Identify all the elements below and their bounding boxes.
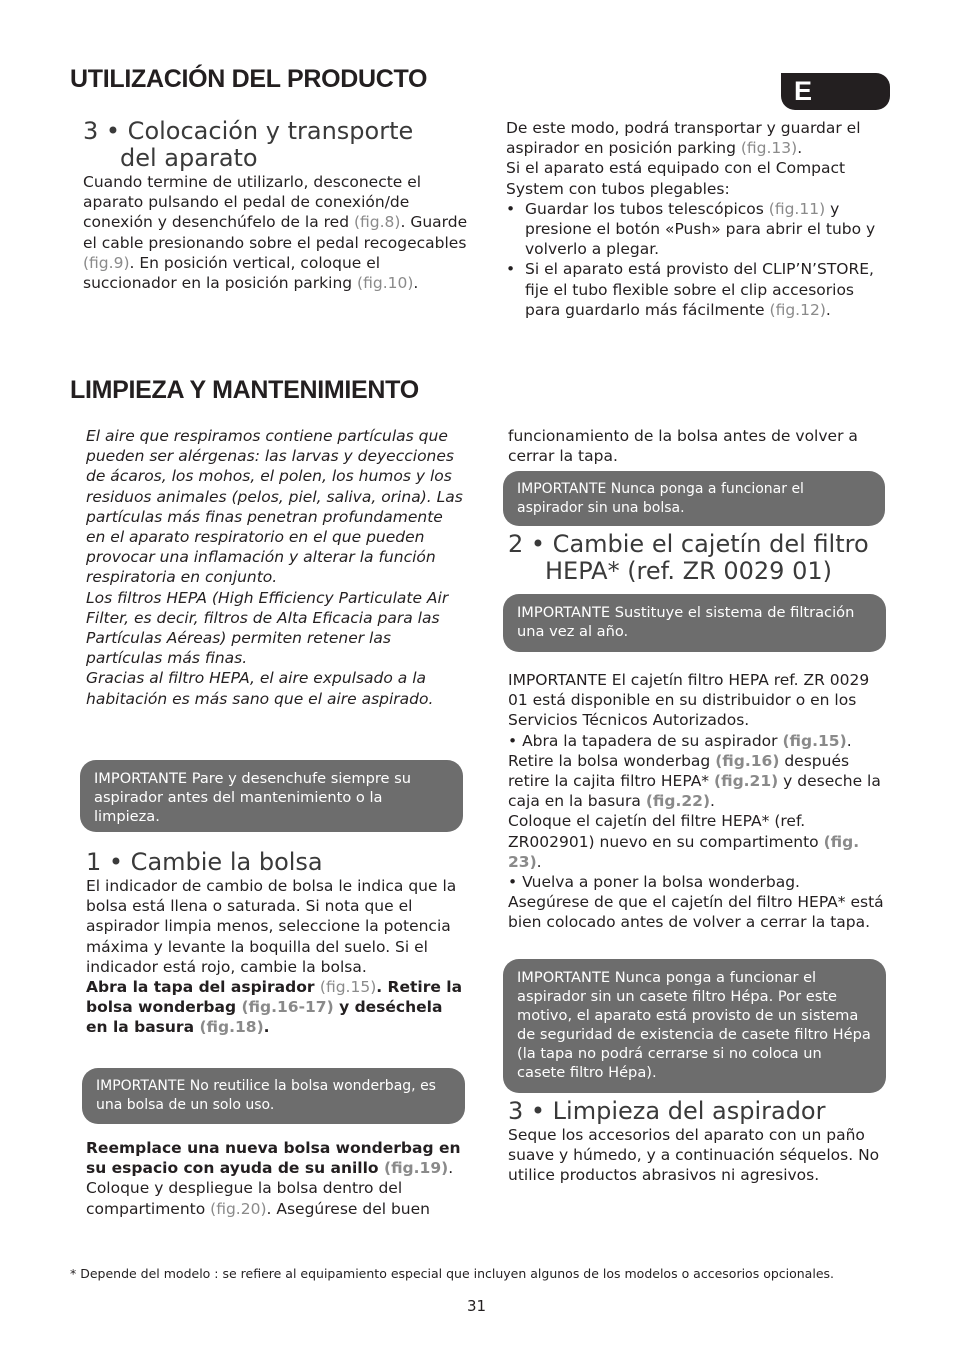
cambie-bolsa-text: El indicador de cambio de bolsa le indica que la bolsa está llena o saturada. Si nota que el aspirador limpia menos, seleccione la potencia máxima y levante la boquilla del suelo. Si el indicador está rojo, cambie la bolsa. Abra la tapa del aspirador (fig.15). Retire la bolsa wonderbag (fig.16-17) y deséchela en la basura (fig.18).	[86, 877, 463, 1037]
heading-line-1: 2 • Cambie el cajetín del filtro	[508, 530, 869, 558]
important-unplug-box: IMPORTANTE Pare y desenchufe siempre su aspirador antes del mantenimiento o la limpieza.	[80, 760, 463, 832]
important-no-bag-box: IMPORTANTE Nunca ponga a funcionar el aspirador sin una bolsa.	[503, 471, 885, 526]
heading-line-2: del aparato	[120, 144, 258, 172]
heading-line-1: 3 • Colocación y transporte	[83, 117, 414, 145]
reemplace-text: Reemplace una nueva bolsa wonderbag en su espacio con ayuda de su anillo (fig.19). Coloque y despliegue la bolsa dentro del compartimento (fig.20). Asegúrese del buen	[86, 1139, 461, 1218]
section-title-uso: UTILIZACIÓN DEL PRODUCTO	[70, 65, 428, 93]
heading-line-2: HEPA* (ref. ZR 0029 01)	[545, 557, 832, 585]
page-number: 31	[467, 1297, 487, 1315]
footnote: * Depende del modelo : se refiere al equipamiento especial que incluyen algunos de los modelos o accesorios opcionales.	[70, 1266, 834, 1281]
important-replace-filter-box: IMPORTANTE Sustituye el sistema de filtración una vez al año.	[503, 594, 886, 652]
important-no-reuse-box: IMPORTANTE No reutilice la bolsa wonderbag, es una bolsa de un solo uso.	[82, 1068, 465, 1124]
list-item: • Guardar los tubos telescópicos (fig.11) y presione el botón «Push» para abrir el tubo y volverlo a plegar.	[506, 199, 891, 260]
heading-cambie-bolsa: 1 • Cambie la bolsa	[86, 848, 323, 876]
colocacion-text: Cuando termine de utilizarlo, desconecte el aparato pulsando el pedal de conexión/de conexión y desenchúfelo de la red (fig.8). Guarde el cable presionando sobre el pedal recogecables (fig.9). En posición vertical, coloque el succionador en la posición parking (fig.10).	[83, 173, 468, 293]
section-title-limpieza: LIMPIEZA Y MANTENIMIENTO	[70, 376, 419, 404]
transporte-text: De este modo, podrá transportar y guardar el aspirador en posición parking (fig.13). Si el aparato está equipado con el Compact System con tubos plegables: • Guardar los tubos telescópicos (fig.11) y presione el botón «Push» para abrir el tubo y volverlo a plegar. • Si el aparato está provisto del CLIP’N’STORE, fije el tubo flexible sobre el clip accesorios para guardarlo más fácilmente (fig.12).	[506, 118, 891, 320]
language-badge: E	[781, 73, 890, 110]
important-no-cassette-box: IMPORTANTE Nunca ponga a funcionar el aspirador sin un casete filtro Hépa. Por este motivo, el aparato está provisto de un sistema de seguridad de existencia de casete filtro Hépa (la tapa no podrá cerrarse si no coloca un casete filtro Hépa).	[503, 959, 886, 1093]
heading-cajetin-filtro	[508, 531, 869, 585]
intro-text: El aire que respiramos contiene partículas que pueden ser alérgenas: las larvas y deyecciones de ácaros, los mohos, el polen, los humos y los residuos animales (pelos, piel, saliva, orina). Las partículas más finas penetran profundamente en el aparato respiratorio en el que pueden provocar una inflamación y alterar la función respiratoria en conjunto. Los filtros HEPA (High Efficiency Particulate Air Filter, es decir, filtros de Alta Eficacia para las Partículas Aéreas) permiten retener las partículas más finas. Gracias al filtro HEPA, el aire expulsado a la habitación es más sano que el aire aspirado.	[86, 427, 463, 708]
limpieza-aspirador-text: Seque los accesorios del aparato con un paño suave y húmedo, y a continuación séquelos. No utilice productos abrasivos ni agresivos.	[508, 1126, 880, 1185]
funcionamiento-text: funcionamiento de la bolsa antes de volver a cerrar la tapa.	[508, 427, 858, 466]
hepa-text: IMPORTANTE El cajetín filtro HEPA ref. ZR 0029 01 está disponible en su distribuidor o en los Servicios Técnicos Autorizados. • Abra la tapadera de su aspirador (fig.15). Retire la bolsa wonderbag (fig.16) después retire la cajita filtro HEPA* (fig.21) y deseche la caja en la basura (fig.22). Coloque el cajetín del filtre HEPA* (ref. ZR002901) nuevo en su compartimento (fig. 23). • Vuelva a poner la bolsa wonderbag. Asegúrese de que el cajetín del filtro HEPA* está bien colocado antes de volver a cerrar la tapa.	[508, 671, 884, 932]
list-item: • Si el aparato está provisto del CLIP’N’STORE, fije el tubo flexible sobre el clip accesorios para guardarlo más fácilmente (fig.12).	[506, 259, 891, 320]
heading-limpieza-aspirador: 3 • Limpieza del aspirador	[508, 1097, 826, 1125]
heading-colocacion	[83, 118, 413, 172]
